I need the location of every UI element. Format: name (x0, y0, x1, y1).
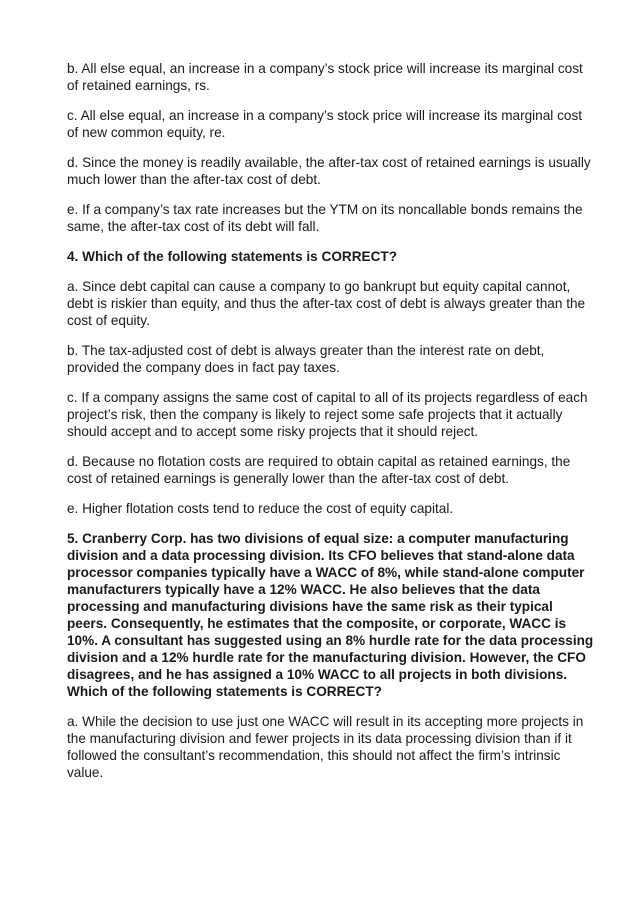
answer-option-3b: b. All else equal, an increase in a company’s stock price will increase its marginal cost of retained earnings, rs. (67, 61, 583, 93)
document-page (67, 60, 595, 794)
question-5: 5. Cranberry Corp. has two divisions of equal size: a computer manufacturing division and a data processing division. Its CFO believes that stand-alone data processor companies typically have a WACC of 8%, while stand-alone computer manufacturers typically have a 12% WACC. He also believes that the data processing and manufacturing divisions have the same risk as their typical peers. Consequently, he estimates that the composite, or corporate, WACC is 10%. A consultant has suggested using an 8% hurdle rate for the data processing division and a 12% hurdle rate for the manufacturing division. However, the CFO disagrees, and he has assigned a 10% WACC to all projects in both divisions. Which of the following statements is CORRECT? (67, 531, 594, 699)
question-4: 4. Which of the following statements is CORRECT? (67, 249, 398, 264)
answer-option-3c: c. All else equal, an increase in a company’s stock price will increase its marginal cost of new common equity, re. (67, 108, 583, 140)
answer-option-3d: d. Since the money is readily available, the after-tax cost of retained earnings is usually much lower than the after-tax cost of debt. (67, 155, 591, 187)
answer-option-4e: e. Higher flotation costs tend to reduce the cost of equity capital. (67, 501, 454, 516)
answer-option-4d: d. Because no flotation costs are required to obtain capital as retained earnings, the cost of retained earnings is generally lower than the after-tax cost of debt. (67, 454, 571, 486)
answer-option-4b: b. The tax-adjusted cost of debt is always greater than the interest rate on debt, provided the company does in fact pay taxes. (67, 343, 545, 375)
answer-option-3e: e. If a company’s tax rate increases but the YTM on its noncallable bonds remains the same, the after-tax cost of its debt will fall. (67, 202, 583, 234)
answer-option-5a: a. While the decision to use just one WACC will result in its accepting more projects in the manufacturing division and fewer projects in its data processing division than if it followed the consultant’s recommendation, this should not affect the firm’s intrinsic value. (67, 714, 584, 780)
answer-option-4a: a. Since debt capital can cause a company to go bankrupt but equity capital cannot, debt is riskier than equity, and thus the after-tax cost of debt is always greater than the cost of equity. (67, 279, 586, 328)
answer-option-4c: c. If a company assigns the same cost of capital to all of its projects regardless of each project’s risk, then the company is likely to reject some safe projects that it actually should accept and to accept some risky projects that it should reject. (67, 390, 588, 439)
